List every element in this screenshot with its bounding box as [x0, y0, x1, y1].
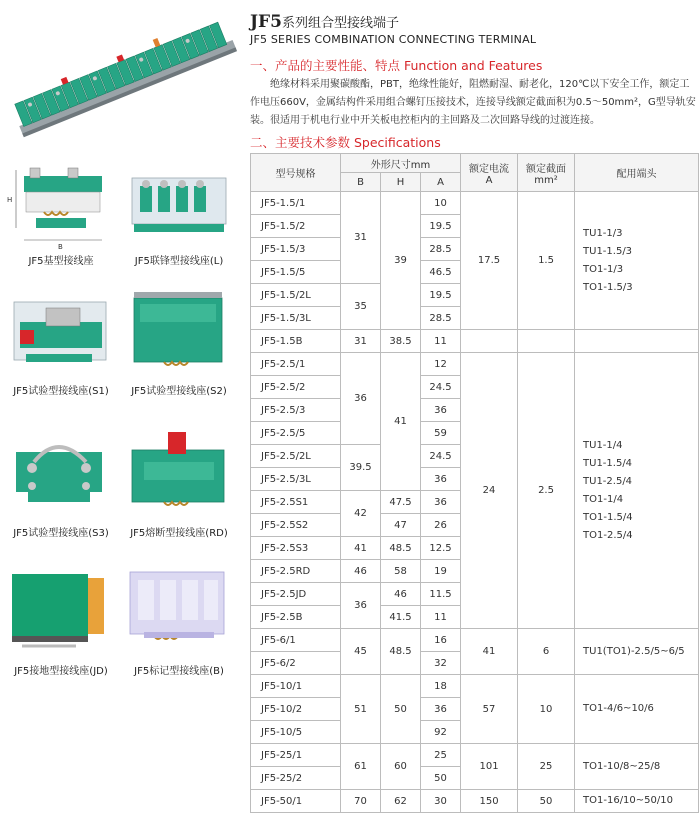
table-row	[251, 353, 699, 376]
table-cell: 25	[518, 744, 575, 790]
table-cell: 50	[381, 675, 421, 744]
text-value: 额定截面	[526, 163, 567, 175]
header-dims: 外形尺寸mm	[341, 154, 461, 173]
table-cell: 38.5	[381, 330, 421, 353]
linked-terminal-icon	[124, 160, 234, 250]
product-caption: JF5基型接线座	[28, 256, 94, 267]
product-l	[124, 160, 234, 267]
text-value: TU1-1/3	[583, 227, 623, 239]
table-cell: TU1(TO1)-2.5/5~6/5	[575, 629, 699, 675]
features-paragraph: 绝缘材料采用聚碳酸酯，PBT，绝缘性能好，阻燃耐湿、耐老化，120℃以下安全工作，额定工作电压660V，金属结构件采用组合螺钉压接技术，连接导线额定截面积为0.5～50mm²，G型导轨安装。很适用于机电行业中开关板电控柜内的主回路及二次回路导线的过渡连接。	[250, 79, 696, 126]
text-value: JF5	[250, 12, 282, 32]
product-caption: JF5熔断型接线座(RD)	[130, 528, 228, 539]
section-heading-features: 一、产品的主要性能、特点 Function and Features	[250, 58, 543, 73]
table-cell: 51	[341, 675, 381, 744]
table-cell: 46.5	[421, 261, 461, 284]
header-section	[518, 154, 575, 192]
section-heading-specs: 二、主要技术参数 Specifications	[250, 135, 441, 150]
table-cell: JF5-50/1	[251, 790, 341, 813]
table-cell	[575, 330, 699, 353]
text-value: TU1-1/4	[583, 439, 623, 451]
table-cell: 32	[421, 652, 461, 675]
table-row	[251, 629, 699, 652]
table-cell: JF5-2.5S3	[251, 537, 341, 560]
table-cell: JF5-10/5	[251, 721, 341, 744]
table-cell: JF5-25/1	[251, 744, 341, 767]
table-cell: JF5-2.5/5	[251, 422, 341, 445]
header-model: 型号规格	[251, 154, 341, 192]
table-cell: 36	[421, 468, 461, 491]
table-row	[251, 330, 699, 353]
text-value: TU1-1.5/4	[583, 457, 633, 469]
header-h: H	[381, 173, 421, 192]
table-cell: TO1-10/8~25/8	[575, 744, 699, 790]
text-value: TU1-2.5/4	[583, 475, 633, 487]
table-cell: 36	[421, 399, 461, 422]
table-cell: JF5-2.5/1	[251, 353, 341, 376]
header-a: A	[421, 173, 461, 192]
table-row	[251, 675, 699, 698]
marker-terminal-icon	[124, 570, 234, 660]
table-cell: 10	[421, 192, 461, 215]
table-cell: JF5-6/2	[251, 652, 341, 675]
table-cell: 46	[341, 560, 381, 583]
table-row	[251, 744, 699, 767]
table-cell: JF5-2.5/2	[251, 376, 341, 399]
table-cell: 70	[341, 790, 381, 813]
table-cell: 19.5	[421, 284, 461, 307]
table-cell: 30	[421, 790, 461, 813]
product-caption: JF5接地型接线座(JD)	[14, 666, 108, 677]
page-title	[250, 12, 399, 32]
table-cell: 41	[341, 537, 381, 560]
table-cell: 50	[518, 790, 575, 813]
table-cell: 28.5	[421, 238, 461, 261]
table-cell: JF5-2.5/2L	[251, 445, 341, 468]
product-caption: JF5联锋型接线座(L)	[134, 256, 224, 267]
table-cell: 47.5	[381, 491, 421, 514]
table-cell: 19	[421, 560, 461, 583]
table-cell: JF5-6/1	[251, 629, 341, 652]
table-cell: JF5-1.5/2	[251, 215, 341, 238]
ground-terminal-icon	[6, 570, 116, 660]
text-value: 系列组合型接线端子	[281, 16, 399, 31]
text-value: TO1-2.5/4	[583, 529, 633, 541]
table-cell: 24	[461, 353, 518, 629]
table-cell: 45	[341, 629, 381, 675]
text-value: TU1-1.5/3	[583, 245, 633, 257]
table-cell: 1.5	[518, 192, 575, 330]
table-cell	[518, 330, 575, 353]
table-cell: JF5-2.5S2	[251, 514, 341, 537]
table-cell: 11	[421, 606, 461, 629]
test-terminal-s1-icon	[6, 290, 116, 380]
table-cell: 19.5	[421, 215, 461, 238]
table-cell: 39	[381, 192, 421, 330]
terminal-strip-image	[4, 6, 240, 146]
product-b	[124, 570, 234, 677]
specifications-table	[250, 153, 699, 813]
terminal-group-1	[575, 192, 699, 330]
table-cell: 24.5	[421, 445, 461, 468]
table-cell: 36	[421, 491, 461, 514]
table-cell: 2.5	[518, 353, 575, 629]
text-value: TO1-1/4	[583, 493, 624, 505]
table-cell: 31	[341, 192, 381, 284]
text-value: TO1-1/3	[583, 263, 624, 275]
table-cell: JF5-2.5S1	[251, 491, 341, 514]
text-value: TO1-1.5/4	[583, 511, 633, 523]
table-cell: 60	[381, 744, 421, 790]
table-cell: JF5-1.5/2L	[251, 284, 341, 307]
text-value: 额定电流	[469, 163, 510, 175]
table-cell: 10	[518, 675, 575, 744]
table-cell: TO1-4/6~10/6	[575, 675, 699, 744]
fuse-terminal-icon	[124, 432, 234, 522]
product-rd	[124, 432, 234, 539]
table-cell: 47	[381, 514, 421, 537]
table-cell: JF5-10/1	[251, 675, 341, 698]
text-value: TO1-1.5/3	[583, 281, 633, 293]
product-s3	[6, 432, 116, 539]
table-cell: JF5-2.5RD	[251, 560, 341, 583]
table-cell: JF5-1.5/3L	[251, 307, 341, 330]
product-s2	[124, 290, 234, 397]
table-cell: 12.5	[421, 537, 461, 560]
header-b: B	[341, 173, 381, 192]
table-cell: 12	[421, 353, 461, 376]
product-caption: JF5试验型接线座(S3)	[13, 528, 109, 539]
table-cell: 16	[421, 629, 461, 652]
terminal-group-2	[575, 353, 699, 629]
page-title-english: JF5 SERIES COMBINATION CONNECTING TERMINAL	[250, 33, 537, 46]
table-row	[251, 790, 699, 813]
table-cell: 61	[341, 744, 381, 790]
table-cell: 48.5	[381, 629, 421, 675]
table-cell: 59	[421, 422, 461, 445]
dim-b-label: B	[58, 243, 63, 250]
table-cell: 50	[421, 767, 461, 790]
header-terminal: 配用端头	[575, 154, 699, 192]
table-cell: 25	[421, 744, 461, 767]
table-cell: 42	[341, 491, 381, 537]
table-cell: TO1-16/10~50/10	[575, 790, 699, 813]
table-cell: 150	[461, 790, 518, 813]
table-cell: 26	[421, 514, 461, 537]
table-cell: JF5-2.5B	[251, 606, 341, 629]
table-cell: 35	[341, 284, 381, 330]
table-cell: 62	[381, 790, 421, 813]
test-terminal-s3-icon	[6, 432, 116, 522]
table-cell: JF5-2.5/3L	[251, 468, 341, 491]
table-cell: 41	[461, 629, 518, 675]
table-cell: 36	[341, 583, 381, 629]
product-caption: JF5试验型接线座(S2)	[131, 386, 227, 397]
table-cell: 46	[381, 583, 421, 606]
table-cell: JF5-2.5/3	[251, 399, 341, 422]
table-cell: JF5-2.5JD	[251, 583, 341, 606]
product-s1	[6, 290, 116, 397]
table-cell: 58	[381, 560, 421, 583]
table-cell	[461, 330, 518, 353]
table-cell: 6	[518, 629, 575, 675]
header-current	[461, 154, 518, 192]
product-caption: JF5试验型接线座(S1)	[13, 386, 109, 397]
table-cell: 11	[421, 330, 461, 353]
table-cell: JF5-1.5/3	[251, 238, 341, 261]
table-cell: JF5-1.5/5	[251, 261, 341, 284]
table-cell: JF5-1.5B	[251, 330, 341, 353]
text-value: mm²	[534, 174, 558, 186]
table-cell: 24.5	[421, 376, 461, 399]
table-cell: 92	[421, 721, 461, 744]
product-gallery	[0, 0, 250, 838]
table-cell: 101	[461, 744, 518, 790]
table-cell: 18	[421, 675, 461, 698]
table-cell: 57	[461, 675, 518, 744]
text-value: A	[485, 174, 493, 186]
product-jd	[6, 570, 116, 677]
table-cell: 48.5	[381, 537, 421, 560]
table-cell: 41	[381, 353, 421, 491]
product-basic	[6, 160, 116, 267]
table-cell: 17.5	[461, 192, 518, 330]
product-caption: JF5标记型接线座(B)	[134, 666, 224, 677]
basic-terminal-icon	[6, 160, 116, 250]
table-cell: 11.5	[421, 583, 461, 606]
table-cell: JF5-1.5/1	[251, 192, 341, 215]
table-cell: JF5-25/2	[251, 767, 341, 790]
table-cell: 41.5	[381, 606, 421, 629]
dim-h-label: H	[7, 196, 13, 204]
table-cell: 36	[421, 698, 461, 721]
table-row	[251, 192, 699, 215]
table-cell: JF5-10/2	[251, 698, 341, 721]
table-cell: 36	[341, 353, 381, 445]
table-cell: 28.5	[421, 307, 461, 330]
table-cell: 31	[341, 330, 381, 353]
table-cell: 39.5	[341, 445, 381, 491]
test-terminal-s2-icon	[124, 290, 234, 380]
